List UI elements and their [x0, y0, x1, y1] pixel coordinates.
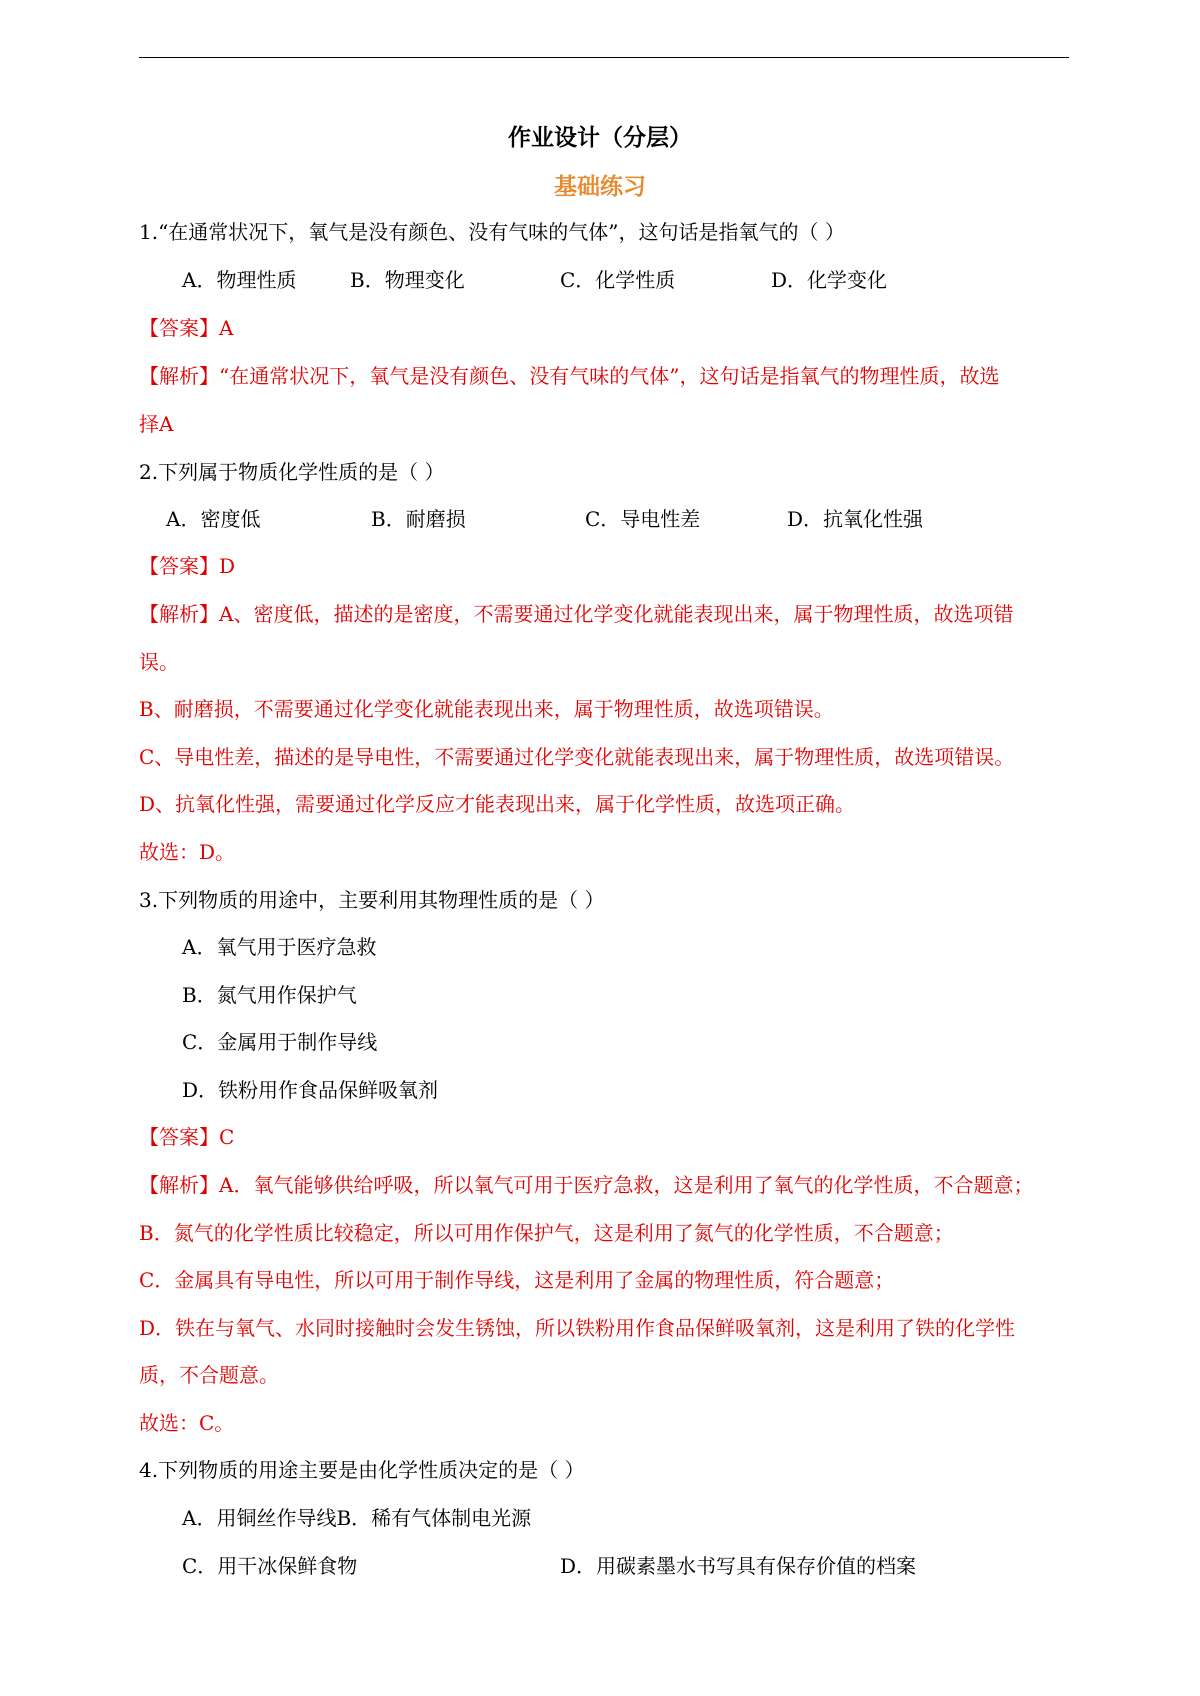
q3-conclusion: 故选：C。 — [139, 1411, 235, 1435]
q4-option-d: D．用碳素墨水书写具有保存价值的档案 — [560, 1554, 917, 1578]
question-1-stem: 1.“在通常状况下，氧气是没有颜色、没有气味的气体”，这句话是指氧气的（ ） — [139, 220, 845, 244]
q2-analysis-line: D、抗氧化性强，需要通过化学反应才能表现出来，属于化学性质，故选项正确。 — [139, 792, 856, 816]
q2-option-b: B．耐磨损 — [371, 507, 466, 531]
q3-analysis-line: C．金属具有导电性，所以可用于制作导线，这是利用了金属的物理性质，符合题意； — [139, 1268, 895, 1292]
q3-option-d: D．铁粉用作食品保鲜吸氧剂 — [182, 1078, 439, 1102]
q3-analysis-line: 【解析】A．氧气能够供给呼吸，所以氧气可用于医疗急救，这是利用了氧气的化学性质，不合题意； — [139, 1173, 1034, 1197]
q3-analysis-line: 质，不合题意。 — [139, 1363, 279, 1387]
q2-answer: 【答案】D — [139, 554, 236, 578]
page-title: 作业设计（分层） — [508, 124, 692, 151]
question-2-stem: 2.下列属于物质化学性质的是（ ） — [139, 460, 445, 484]
q2-analysis-line: B、耐磨损，不需要通过化学变化就能表现出来，属于物理性质，故选项错误。 — [139, 697, 834, 721]
q1-option-c: C．化学性质 — [560, 268, 676, 292]
q4-option-ab: A．用铜丝作导线B．稀有气体制电光源 — [182, 1506, 532, 1530]
q2-analysis-line: 误。 — [139, 650, 179, 674]
q1-answer: 【答案】A — [139, 316, 234, 340]
q2-option-c: C．导电性差 — [585, 507, 701, 531]
question-3-stem: 3.下列物质的用途中，主要利用其物理性质的是（ ） — [139, 888, 605, 912]
q3-option-c: C．金属用于制作导线 — [182, 1030, 378, 1054]
q1-analysis-line: 择A — [139, 412, 174, 436]
q1-option-b: B．物理变化 — [350, 268, 465, 292]
q1-option-a: A．物理性质 — [182, 268, 297, 292]
q2-conclusion: 故选：D。 — [139, 840, 236, 864]
q3-option-b: B．氮气用作保护气 — [182, 983, 357, 1007]
q2-analysis-line: 【解析】A、密度低，描述的是密度，不需要通过化学变化就能表现出来，属于物理性质，故选项错 — [139, 602, 1014, 626]
q3-analysis-line: B．氮气的化学性质比较稳定，所以可用作保护气，这是利用了氮气的化学性质，不合题意； — [139, 1221, 954, 1245]
q1-analysis-line: 【解析】“在通常状况下，氧气是没有颜色、没有气味的气体”，这句话是指氧气的物理性质，故选 — [139, 364, 1000, 388]
question-4-stem: 4.下列物质的用途主要是由化学性质决定的是（ ） — [139, 1458, 585, 1482]
q2-option-a: A．密度低 — [166, 507, 261, 531]
q1-option-d: D．化学变化 — [771, 268, 888, 292]
section-title: 基础练习 — [554, 173, 646, 200]
q3-analysis-line: D．铁在与氧气、水同时接触时会发生锈蚀，所以铁粉用作食品保鲜吸氧剂，这是利用了铁的化学性 — [139, 1316, 1016, 1340]
header-rule — [139, 57, 1069, 58]
q4-option-c: C．用干冰保鲜食物 — [182, 1554, 358, 1578]
q3-answer: 【答案】C — [139, 1125, 235, 1149]
q3-option-a: A．氧气用于医疗急救 — [182, 935, 377, 959]
q2-option-d: D．抗氧化性强 — [787, 507, 924, 531]
q2-analysis-line: C、导电性差，描述的是导电性，不需要通过化学变化就能表现出来，属于物理性质，故选项错误。 — [139, 745, 1015, 769]
